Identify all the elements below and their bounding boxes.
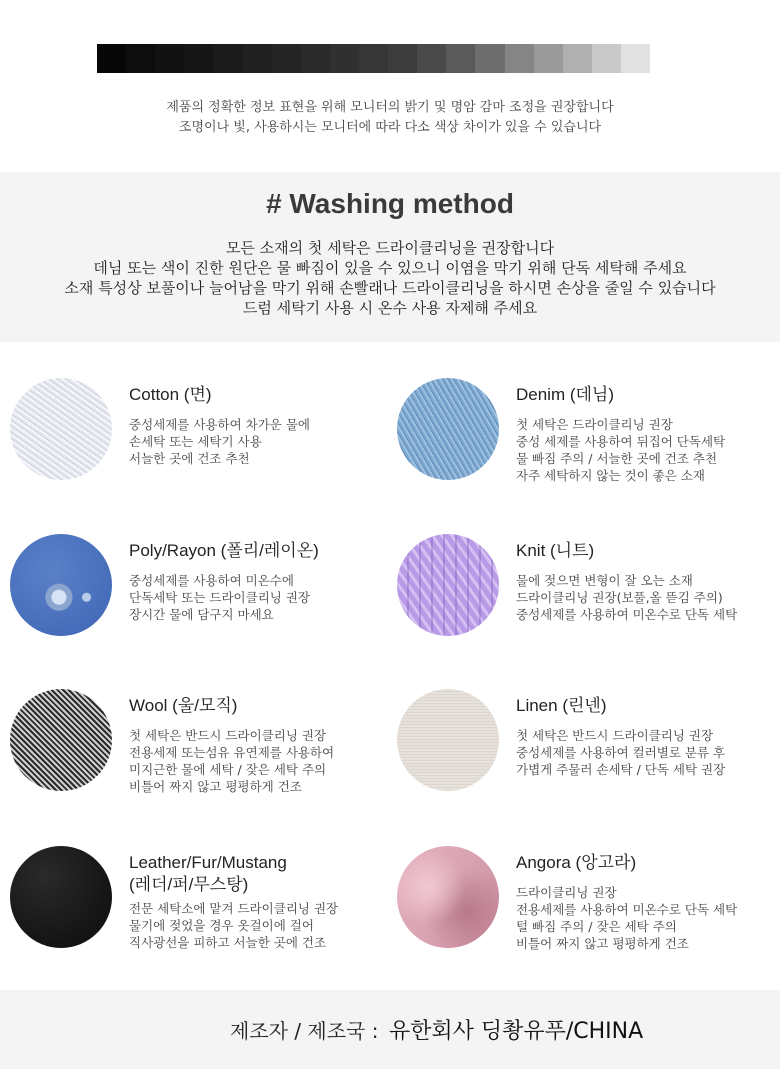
fabric-leather xyxy=(10,846,390,966)
fabric-care-text xyxy=(516,416,725,484)
fabric-knit xyxy=(397,534,777,654)
manufacturer-value: 유한회사 딩촹유푸/CHINA xyxy=(388,1019,644,1044)
fabric-name: Linen (린넨) xyxy=(516,696,607,715)
fabric-care-text xyxy=(516,727,725,778)
fabric-name: Cotton (면) xyxy=(129,385,212,404)
fabric-name: Knit (니트) xyxy=(516,541,595,560)
grayscale-step xyxy=(505,44,534,73)
fabric-poly-rayon xyxy=(10,534,390,654)
care-line: 드라이클리닝 권장(보풀,올 뜯김 주의) xyxy=(516,590,723,605)
manufacturer-info xyxy=(230,1014,643,1045)
care-line: 비틀어 짜지 않고 평평하게 건조 xyxy=(129,779,302,794)
grayscale-step xyxy=(475,44,504,73)
care-line: 직사광선을 피하고 서늘한 곳에 건조 xyxy=(129,935,327,950)
care-line: 자주 세탁하지 않는 것이 좋은 소재 xyxy=(516,468,705,483)
grayscale-step xyxy=(563,44,592,73)
knit-swatch xyxy=(397,534,499,636)
grayscale-step xyxy=(592,44,621,73)
care-line: 첫 세탁은 드라이클리닝 권장 xyxy=(516,417,673,432)
care-line: 중성 세제를 사용하여 뒤집어 단독세탁 xyxy=(516,434,726,449)
fabric-name xyxy=(129,852,287,896)
fabric-linen xyxy=(397,689,777,809)
care-line: 전용세제 또는섬유 유연제를 사용하여 xyxy=(129,745,335,760)
care-line: 물 빠짐 주의 / 서늘한 곳에 건조 추천 xyxy=(516,451,718,466)
grayscale-step xyxy=(126,44,155,73)
grayscale-step xyxy=(446,44,475,73)
fabric-angora xyxy=(397,846,777,966)
fabric-name: Poly/Rayon (폴리/레이온) xyxy=(129,541,319,560)
washing-line: 모든 소재의 첫 세탁은 드라이클리닝을 권장합니다 xyxy=(225,239,555,257)
grayscale-step xyxy=(155,44,184,73)
care-line: 중성세제를 사용하여 미온수로 단독 세탁 xyxy=(516,607,738,622)
grayscale-step xyxy=(243,44,272,73)
care-line: 중성세제를 사용하여 컬러별로 분류 후 xyxy=(516,745,726,760)
fabric-care-text xyxy=(129,416,310,467)
grayscale-step xyxy=(359,44,388,73)
care-line: 전용세제를 사용하여 미온수로 단독 세탁 xyxy=(516,902,738,917)
grayscale-step xyxy=(301,44,330,73)
care-line: 장시간 물에 담구지 마세요 xyxy=(129,607,274,622)
cotton-swatch xyxy=(10,378,112,480)
manufacturer-label: 제조자 / 제조국 : xyxy=(230,1019,379,1043)
monitor-notice xyxy=(0,98,780,138)
washing-method-title: # Washing method xyxy=(266,188,514,219)
washing-line: 데님 또는 색이 진한 원단은 물 빠짐이 있을 수 있으니 이염을 막기 위해 단독 세탁해 주세요 xyxy=(93,259,687,277)
fabric-name-line-1: Leather/Fur/Mustang xyxy=(129,853,287,872)
fabric-denim xyxy=(397,378,777,498)
care-line: 서늘한 곳에 건조 추천 xyxy=(129,451,250,466)
care-line: 중성세제를 사용하여 미온수에 xyxy=(129,573,294,588)
grayscale-step xyxy=(388,44,417,73)
fabric-care-text xyxy=(516,884,737,952)
grayscale-step xyxy=(417,44,446,73)
fabric-care-text xyxy=(129,900,338,951)
grayscale-step xyxy=(97,44,126,73)
washing-line: 소재 특성상 보풀이나 늘어남을 막기 위해 손빨래나 드라이클리닝을 하시면 손상을 줄일 수 있습니다 xyxy=(64,279,716,297)
denim-swatch xyxy=(397,378,499,480)
fabric-care-text xyxy=(129,572,310,623)
linen-swatch xyxy=(397,689,499,791)
care-line: 비틀어 짜지 않고 평평하게 건조 xyxy=(516,936,689,951)
notice-line-1: 제품의 정확한 정보 표현을 위해 모니터의 밝기 및 명암 감마 조정을 권장합니다 xyxy=(166,100,614,115)
care-line: 드라이클리닝 권장 xyxy=(516,885,617,900)
angora-swatch xyxy=(397,846,499,948)
fabric-cotton xyxy=(10,378,390,498)
care-line: 털 빠짐 주의 / 잦은 세탁 주의 xyxy=(516,919,677,934)
fabric-name-line-2: (레더/퍼/무스탕) xyxy=(129,875,249,894)
grayscale-step xyxy=(213,44,242,73)
leather-swatch xyxy=(10,846,112,948)
fabric-name: Wool (울/모직) xyxy=(129,696,238,715)
care-line: 물에 젖으면 변형이 잘 오는 소재 xyxy=(516,573,693,588)
grayscale-step xyxy=(330,44,359,73)
care-line: 중성세제를 사용하여 차가운 물에 xyxy=(129,417,310,432)
grayscale-step xyxy=(621,44,650,73)
care-line: 물기에 젖었을 경우 옷걸이에 걸어 xyxy=(129,918,314,933)
fabric-name: Angora (앙고라) xyxy=(516,853,637,872)
fabric-care-text xyxy=(516,572,737,623)
fabric-care-text xyxy=(129,727,334,795)
notice-line-2: 조명이나 빛, 사용하시는 모니터에 따라 다소 색상 차이가 있을 수 있습니다 xyxy=(178,120,602,135)
grayscale-step xyxy=(534,44,563,73)
care-line: 손세탁 또는 세탁기 사용 xyxy=(129,434,262,449)
care-line: 전문 세탁소에 맡겨 드라이클리닝 권장 xyxy=(129,901,339,916)
washing-line: 드럼 세탁기 사용 시 온수 사용 자제해 주세요 xyxy=(242,299,538,317)
care-line: 첫 세탁은 반드시 드라이클리닝 권장 xyxy=(516,728,714,743)
care-line: 가볍게 주물러 손세탁 / 단독 세탁 권장 xyxy=(516,762,726,777)
grayscale-calibration-strip xyxy=(97,44,650,73)
grayscale-step xyxy=(272,44,301,73)
grayscale-step xyxy=(184,44,213,73)
washing-method-text xyxy=(0,238,780,318)
poly-rayon-swatch xyxy=(10,534,112,636)
fabric-wool xyxy=(10,689,390,809)
care-line: 단독세탁 또는 드라이클리닝 권장 xyxy=(129,590,310,605)
care-line: 미지근한 물에 세탁 / 잦은 세탁 주의 xyxy=(129,762,327,777)
fabric-name: Denim (데님) xyxy=(516,385,615,404)
care-line: 첫 세탁은 반드시 드라이클리닝 권장 xyxy=(129,728,327,743)
wool-swatch xyxy=(10,689,112,791)
